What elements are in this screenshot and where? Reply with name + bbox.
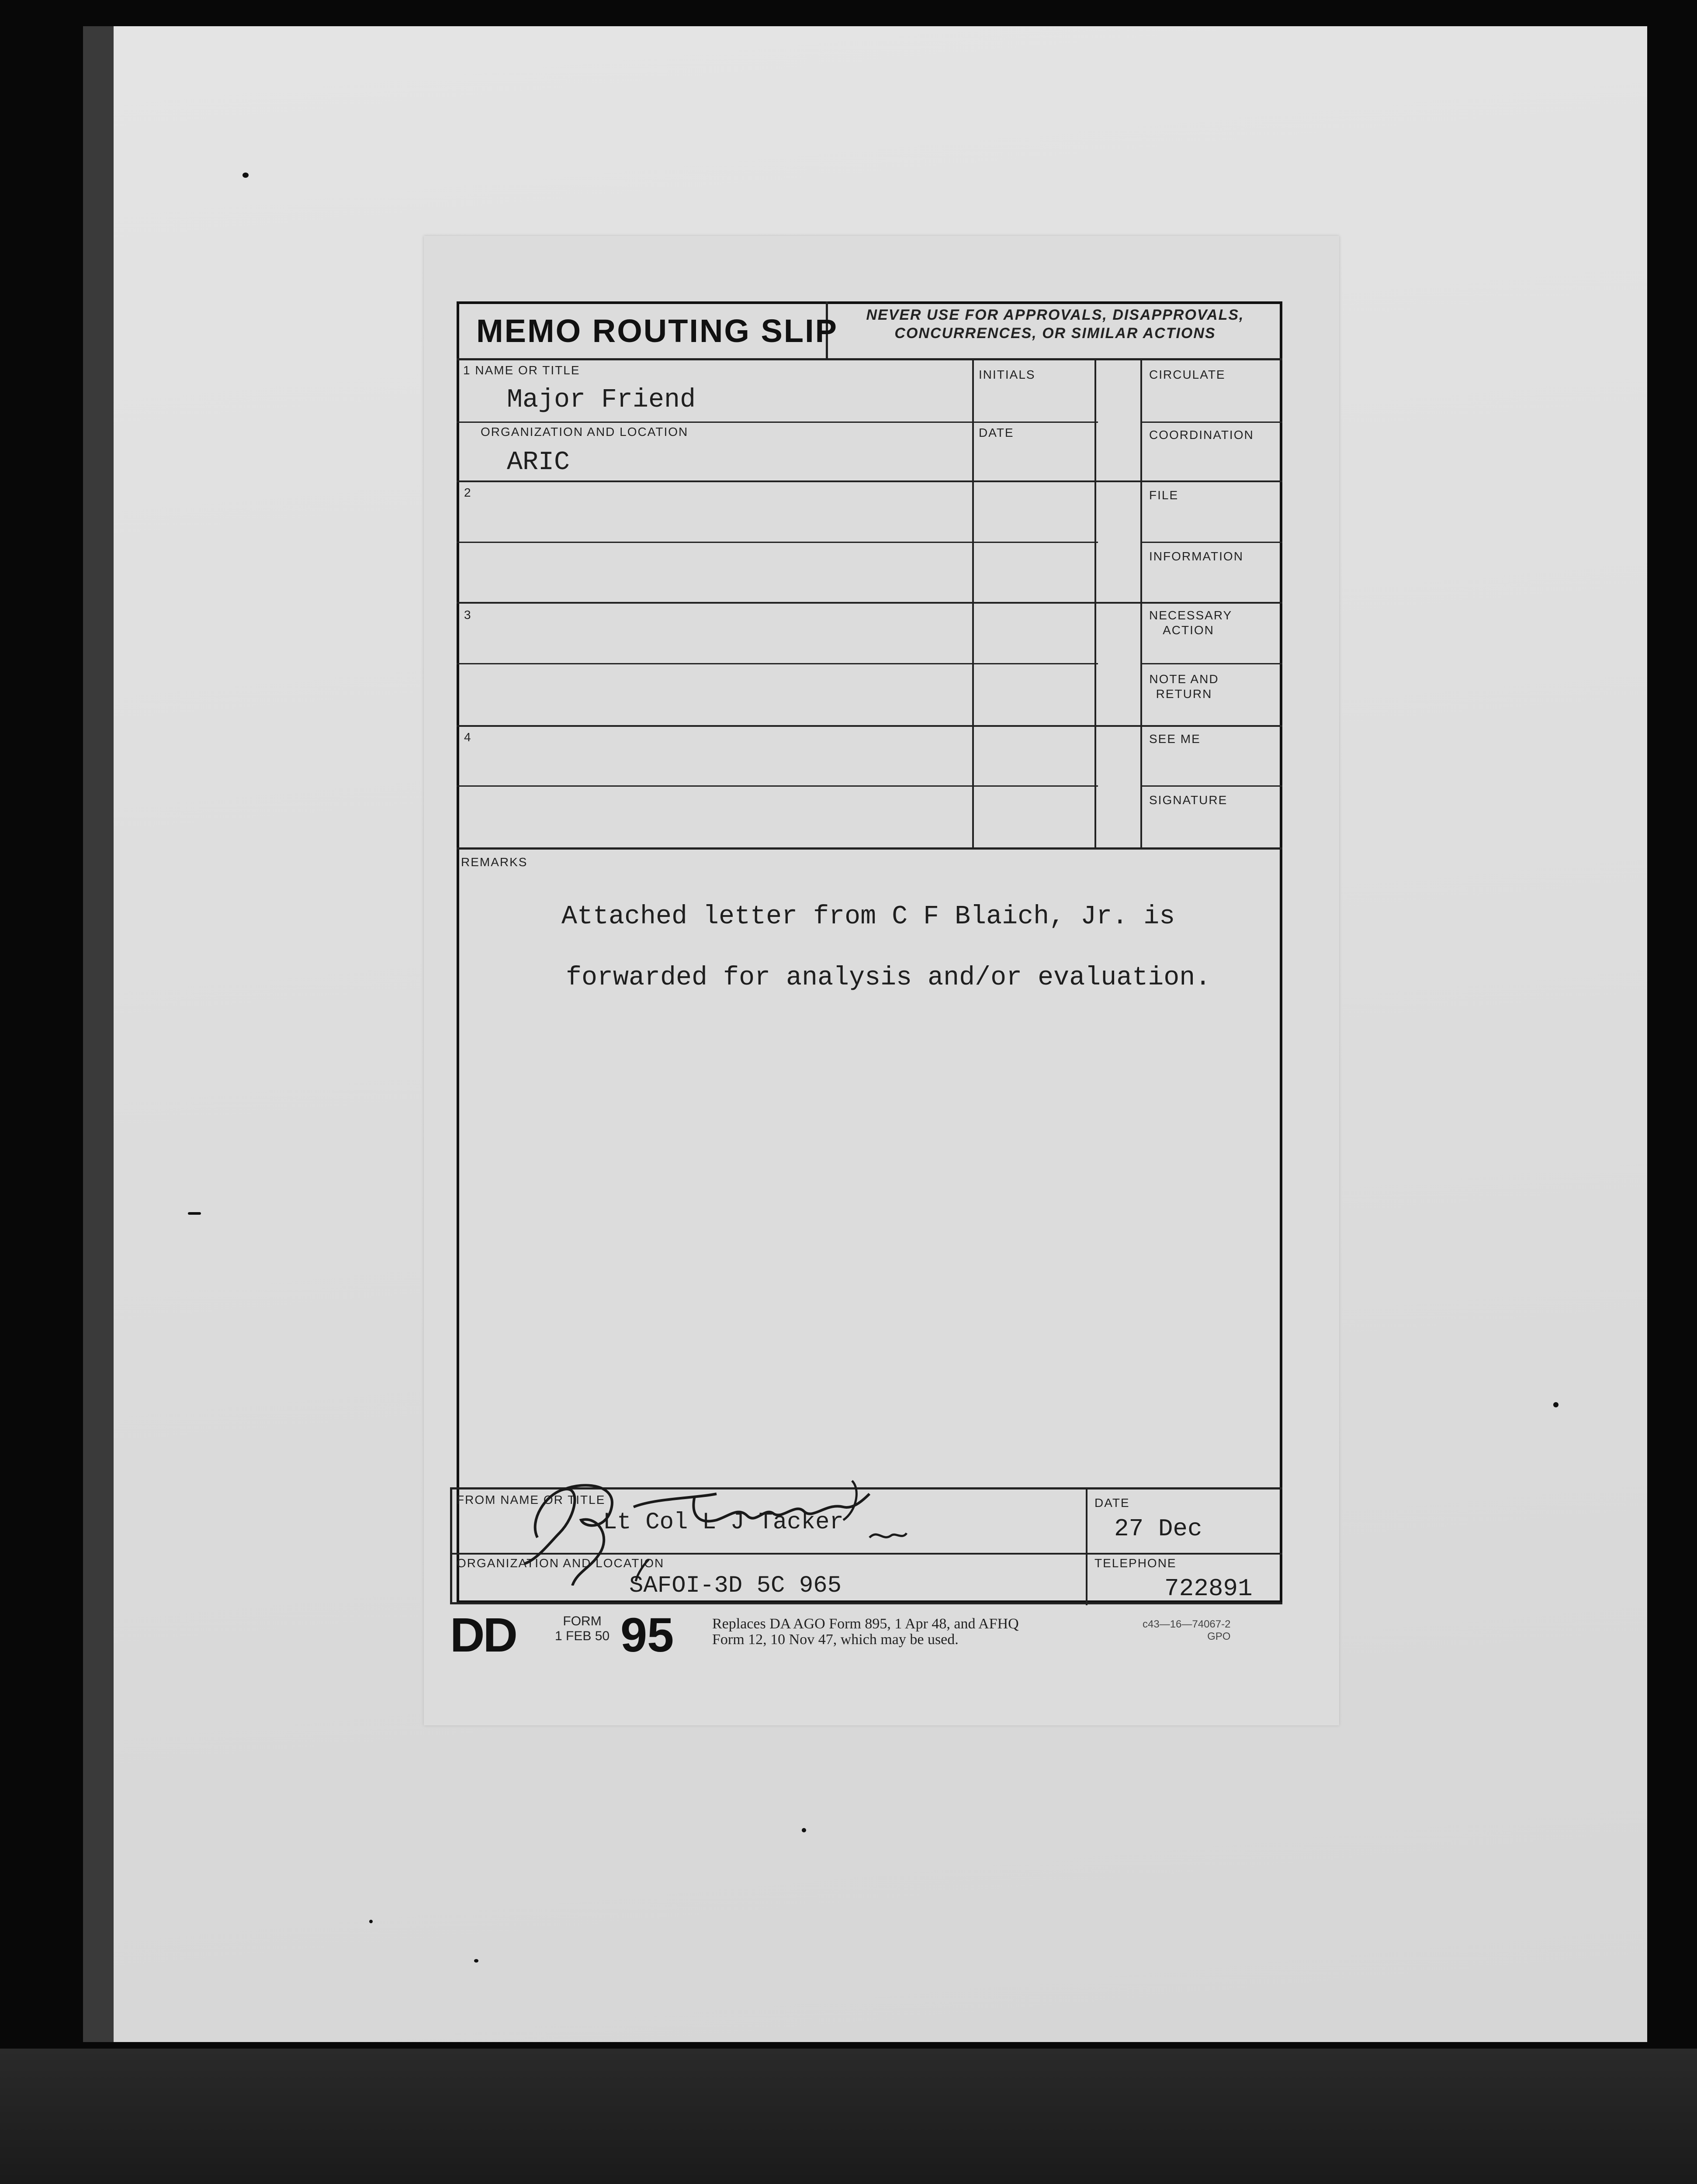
label-name-or-title: 1 NAME OR TITLE	[463, 363, 580, 377]
footer-form-number: 95	[620, 1608, 674, 1662]
label-from-name: FROM NAME OR TITLE	[457, 1493, 606, 1507]
action-note-and-return: NOTE AND RETURN	[1149, 672, 1219, 701]
remarks-line-1: Attached letter from C F Blaich, Jr. is	[561, 902, 1175, 932]
grid-row	[1140, 542, 1282, 543]
grid-row	[457, 422, 1098, 423]
recipient-org: ARIC	[507, 448, 570, 477]
label-row-3: 3	[464, 608, 472, 622]
grid-vertical-action	[1140, 360, 1142, 850]
grid-row	[457, 725, 1282, 727]
grid-row	[1140, 663, 1282, 664]
warning-line-1: NEVER USE FOR APPROVALS, DISAPPROVALS,	[866, 307, 1244, 323]
speck	[188, 1212, 201, 1215]
action-information: INFORMATION	[1149, 549, 1243, 563]
footer-form-date: 1 FEB 50	[555, 1629, 610, 1643]
action-necessary-action: NECESSARY ACTION	[1149, 608, 1233, 637]
grid-row	[1140, 422, 1282, 423]
grid-row	[1140, 785, 1282, 787]
speck	[1553, 1402, 1558, 1407]
from-name: Lt Col L J Tacker	[603, 1509, 844, 1536]
label-from-date: DATE	[1094, 1496, 1130, 1510]
label-telephone: TELEPHONE	[1094, 1556, 1177, 1570]
action-see-me: SEE ME	[1149, 732, 1201, 746]
label-row-2: 2	[464, 486, 472, 499]
action-file: FILE	[1149, 488, 1179, 502]
from-date: 27 Dec	[1114, 1515, 1202, 1543]
from-telephone: 722891	[1164, 1575, 1253, 1603]
footer-print-code	[1143, 1618, 1230, 1643]
footer-print-code-1: c43—16—74067-2	[1143, 1618, 1231, 1630]
form-left-lower	[450, 1487, 452, 1604]
recipient-name: Major Friend	[507, 385, 696, 415]
warning-line-2: CONCURRENCES, OR SIMILAR ACTIONS	[894, 325, 1216, 342]
footer-dd: DD	[450, 1608, 516, 1662]
label-from-org: ORGANIZATION AND LOCATION	[457, 1556, 665, 1570]
grid-row	[457, 480, 1282, 482]
label-date: DATE	[979, 426, 1014, 439]
grid-row	[457, 542, 1098, 543]
label-remarks: REMARKS	[461, 855, 528, 869]
action-circulate: CIRCULATE	[1149, 368, 1226, 381]
grid-row	[457, 785, 1098, 787]
label-org-location: ORGANIZATION AND LOCATION	[481, 425, 689, 439]
grid-vertical-date	[1094, 360, 1096, 850]
footer-form-word: FORM	[563, 1614, 602, 1628]
grid-vertical-initials	[972, 360, 974, 850]
signature-scribble	[511, 1455, 939, 1586]
photo-left-edge	[83, 26, 114, 2042]
form-bottom	[450, 1602, 1282, 1604]
header-divider	[457, 358, 1282, 360]
grid-row	[457, 847, 1282, 850]
footer-replaces-note	[712, 1616, 1019, 1648]
footer-replaces-line-1: Replaces DA AGO Form 895, 1 Apr 48, and AFHQ	[712, 1616, 1019, 1632]
action-signature: SIGNATURE	[1149, 793, 1228, 807]
speck	[802, 1828, 806, 1832]
film-bottom-strip	[0, 2049, 1697, 2184]
grid-row	[457, 602, 1282, 604]
footer-form-label	[555, 1614, 610, 1644]
form-title: MEMO ROUTING SLIP	[476, 313, 838, 349]
from-vertical	[1086, 1487, 1087, 1605]
from-org: SAFOI-3D 5C 965	[629, 1572, 842, 1599]
grid-row	[457, 663, 1098, 664]
remarks-line-2: forwarded for analysis and/or evaluation.	[566, 963, 1211, 993]
speck	[242, 173, 249, 178]
speck	[369, 1920, 373, 1923]
label-initials: INITIALS	[979, 368, 1036, 381]
label-row-4: 4	[464, 730, 472, 744]
form-warning	[832, 306, 1278, 342]
speck	[474, 1959, 478, 1963]
action-coordination: COORDINATION	[1149, 428, 1254, 442]
footer-replaces-line-2: Form 12, 10 Nov 47, which may be used.	[712, 1631, 959, 1648]
footer-print-code-2: GPO	[1207, 1631, 1231, 1642]
